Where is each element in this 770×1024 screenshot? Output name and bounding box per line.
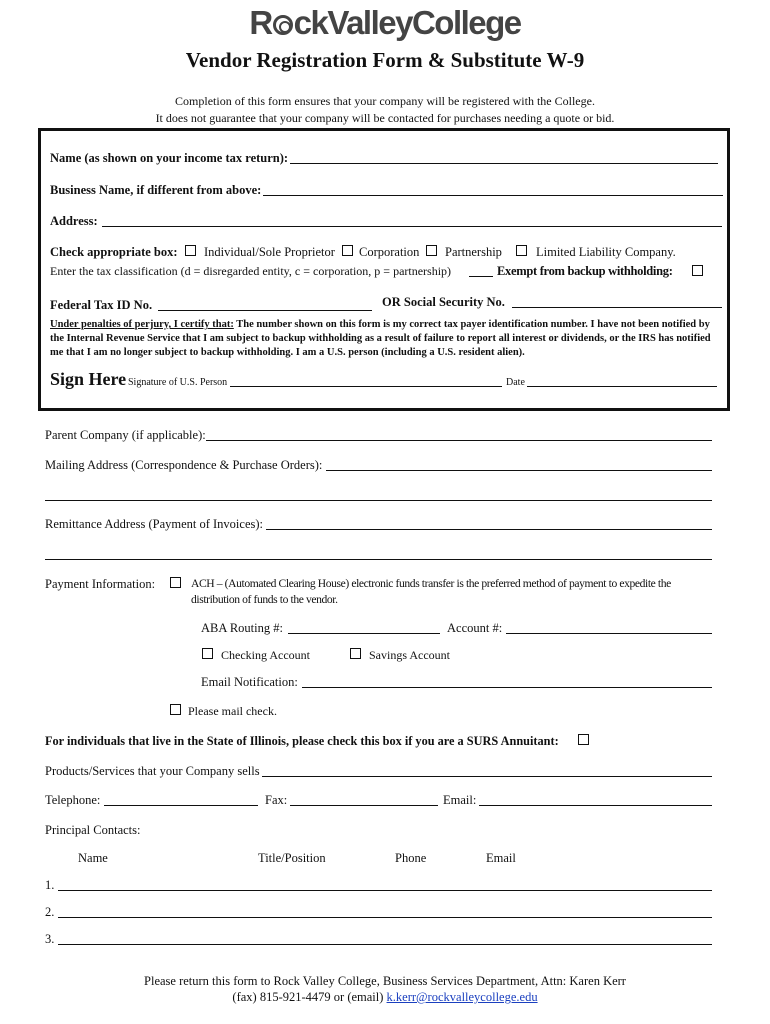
contact-row-number-3: 3. [45,932,55,946]
telephone-input-line[interactable] [104,805,258,806]
mail-check-label: Please mail check. [188,704,277,718]
name-input-line[interactable] [290,163,718,164]
email-notification-input-line[interactable] [302,687,712,688]
llc-checkbox[interactable] [516,245,527,256]
college-logo: R ckValleyCollege [249,4,521,41]
intro-line-2: It does not guarantee that your company will be contacted for purchases needing a quote or bid. [155,111,615,125]
individual-checkbox[interactable] [185,245,196,256]
exempt-checkbox[interactable] [692,265,703,276]
ach-text-line-1: ACH – (Automated Clearing House) electronic funds transfer is the preferred method of payment to expedite the [191,577,671,590]
products-services-label: Products/Services that your Company sells [45,764,260,778]
exempt-label: Exempt from backup withholding: [497,264,673,278]
account-number-label: Account #: [447,621,503,635]
savings-account-checkbox[interactable] [350,648,361,659]
footer-contact-line: (fax) 815-921-4479 or (email) k.kerr@rockvalleycollege.edu [232,990,538,1004]
business-name-label: Business Name, if different from above: [50,183,262,197]
footer-email-link[interactable]: k.kerr@rockvalleycollege.edu [386,990,538,1004]
contact-row-line-1[interactable] [58,890,712,891]
checking-account-label: Checking Account [221,648,310,662]
date-label: Date [506,377,525,388]
email-label: Email: [443,793,477,807]
mailing-address-input-line[interactable] [326,470,712,471]
surs-annuitant-label: For individuals that live in the State of Illinois, please check this box if you are a SURS Annuitant: [45,734,559,748]
column-header-email: Email [486,851,516,865]
parent-company-label: Parent Company (if applicable): [45,428,206,442]
column-header-phone: Phone [395,851,427,865]
surs-annuitant-checkbox[interactable] [578,734,589,745]
ssn-label: OR Social Security No. [382,295,505,309]
products-services-input-line[interactable] [262,776,712,777]
partnership-option-label: Partnership [445,245,502,259]
signature-label: Signature of U.S. Person [128,377,228,388]
business-name-input-line[interactable] [263,195,723,196]
ach-text-line-2: distribution of funds to the vendor. [191,593,338,606]
remittance-address-input-line-2[interactable] [45,559,712,560]
corporation-checkbox[interactable] [342,245,353,256]
contact-row-line-2[interactable] [58,917,712,918]
federal-tax-id-input-line[interactable] [158,310,372,311]
column-header-title: Title/Position [258,851,326,865]
fax-label: Fax: [265,793,288,807]
checking-account-checkbox[interactable] [202,648,213,659]
federal-tax-id-label: Federal Tax ID No. [50,298,153,312]
payment-information-label: Payment Information: [45,577,156,591]
email-input-line[interactable] [479,805,712,806]
telephone-label: Telephone: [45,793,101,807]
mail-check-checkbox[interactable] [170,704,181,715]
address-input-line[interactable] [102,226,722,227]
name-label: Name (as shown on your income tax return): [50,151,289,165]
remittance-address-input-line[interactable] [266,529,712,530]
signature-input-line[interactable] [230,386,502,387]
fax-input-line[interactable] [290,805,438,806]
partnership-checkbox[interactable] [426,245,437,256]
ssn-input-line[interactable] [512,307,722,308]
mailing-address-input-line-2[interactable] [45,500,712,501]
principal-contacts-label: Principal Contacts: [45,823,141,837]
footer-return-instructions: Please return this form to Rock Valley College, Business Services Department, Attn: Karen Kerr [144,974,626,988]
email-notification-label: Email Notification: [201,675,298,689]
ach-checkbox[interactable] [170,577,181,588]
column-header-name: Name [78,851,108,865]
aba-routing-label: ABA Routing #: [201,621,283,635]
contact-row-line-3[interactable] [58,944,712,945]
savings-account-label: Savings Account [369,648,450,662]
aba-routing-input-line[interactable] [288,633,440,634]
llc-option-label: Limited Liability Company. [536,245,676,259]
parent-company-input-line[interactable] [206,440,712,441]
page-title: Vendor Registration Form & Substitute W-9 [185,48,585,72]
account-number-input-line[interactable] [506,633,712,634]
logo-seal-icon [273,15,293,35]
individual-option-label: Individual/Sole Proprietor [204,245,335,259]
intro-line-1: Completion of this form ensures that your company will be registered with the College. [175,94,595,108]
address-label: Address: [50,214,98,228]
sign-here-label: Sign Here [50,369,127,389]
certification-text: Under penalties of perjury, I certify that: The number shown on this form is my correct tax payer identification number. I have not been notified by the Internal Revenue Service that I am subject to backup withholding as a result of failure to report all interest or dividends, or the IRS has notified me that I am no longer subject to backup withholding. I am a U.S. person (including a U.S. resident alien). [50,319,711,358]
corporation-option-label: Corporation [359,245,420,259]
date-input-line[interactable] [527,386,717,387]
check-box-label: Check appropriate box: [50,245,178,259]
tax-classification-label: Enter the tax classification (d = disregarded entity, c = corporation, p = partnership) [50,264,452,278]
remittance-address-label: Remittance Address (Payment of Invoices): [45,517,263,531]
tax-classification-input-line[interactable] [469,276,493,277]
mailing-address-label: Mailing Address (Correspondence & Purchase Orders): [45,458,323,472]
contact-row-number-2: 2. [45,905,55,919]
contact-row-number-1: 1. [45,878,55,892]
